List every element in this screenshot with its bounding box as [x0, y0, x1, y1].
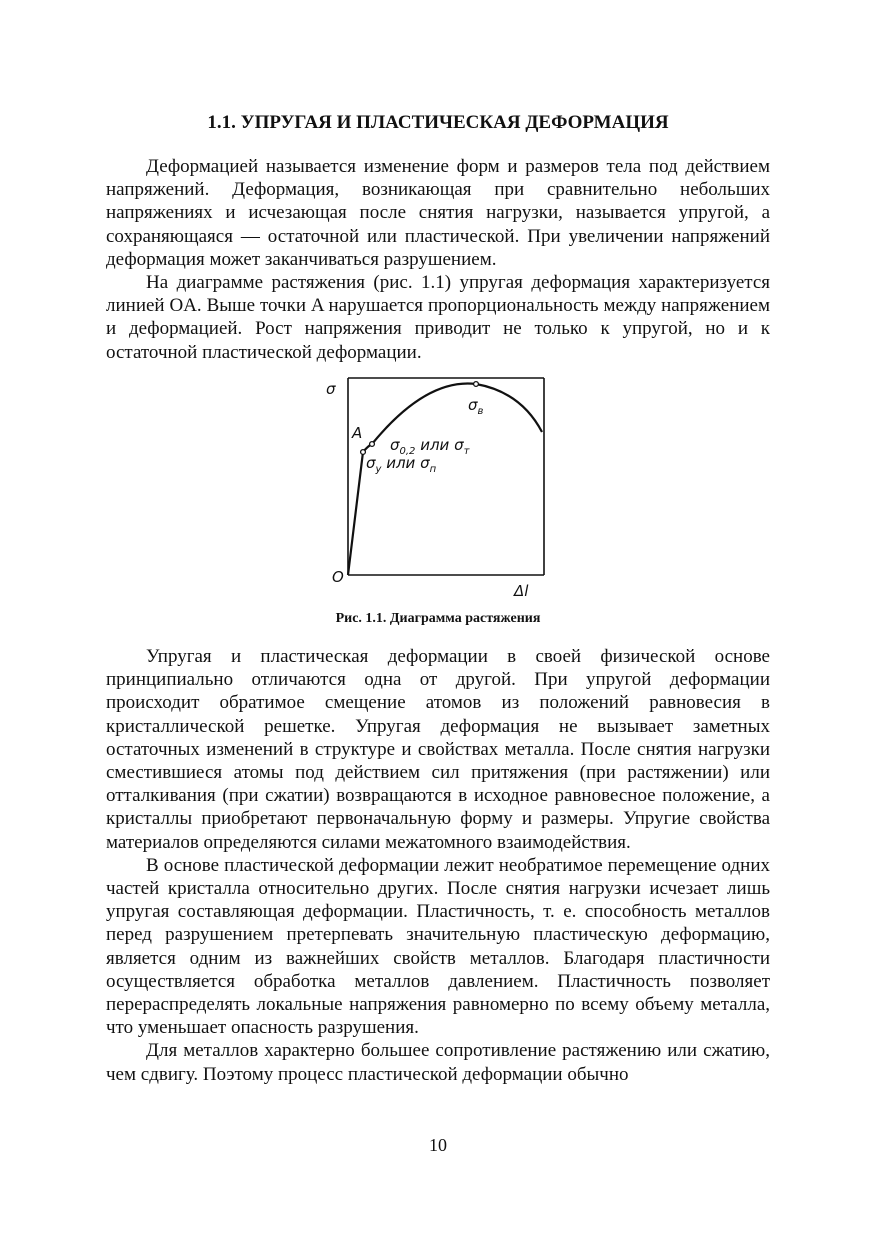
page-number: 10 [429, 1135, 447, 1155]
sigma-02-label: $\sigma_{0,2}$ или $\sigma_т$ [390, 436, 470, 457]
point-a-label: A [352, 424, 363, 442]
figure-caption: Рис. 1.1. Диаграмма растяжения [335, 611, 541, 626]
paragraph: На диаграмме растяжения (рис. 1.1) упругая деформация характеризуется линией OA. Выше точки A нарушается пропорциональность между напряжением и деформацией. Рост напряжения приводит не только к упругой, но и к остаточной пластической деформации. [106, 272, 770, 363]
point-ultimate-marker [474, 382, 479, 387]
sigma-b-label: $\sigma_в$ [468, 396, 484, 417]
paragraph: Упругая и пластическая деформации в своей физической основе принципиально отличаются одна от другой. При упругой деформации происходит обратимое смещение атомов из положений равновесия в кристаллической решетке. Упругая деформация не вызывает заметных остаточных изменений в структуре и свойствах металла. После снятия нагрузки сместившиеся атомы под действием сил притяжения (при растяжении) или отталкивания (при сжатии) возвращаются в исходное равновесное положение, а кристаллы приобретают первоначальную форму и размеры. Упругие свойства материалов определяются силами межатомного взаимодействия. [106, 646, 770, 853]
paragraph: Для металлов характерно большее сопротивление растяжению или сжатию, чем сдвигу. Поэтому процесс пластической деформации обычно [106, 1040, 770, 1085]
tension-diagram-figure [316, 370, 560, 605]
section-title: 1.1. УПРУГАЯ И ПЛАСТИЧЕСКАЯ ДЕФОРМАЦИЯ [207, 112, 669, 133]
text-block-bottom [106, 645, 770, 1086]
stress-strain-curve [348, 384, 542, 576]
origin-label: O [332, 568, 344, 586]
y-axis-label: σ [326, 380, 336, 398]
paragraph: Деформацией называется изменение форм и размеров тела под действием напряжений. Деформация, возникающая при сравнительно небольших напряжениях и исчезающая после снятия нагрузки, называется упругой, а сохраняющаяся — остаточной или пластической. При увеличении напряжений деформация может заканчиваться разрушением. [106, 156, 770, 270]
point-yield-marker [370, 442, 375, 447]
point-a-marker [361, 450, 366, 455]
x-axis-label: Δl [514, 582, 529, 600]
sigma-y-label: $\sigma_у$ или $\sigma_п$ [366, 454, 437, 475]
paragraph: В основе пластической деформации лежит необратимое перемещение одних частей кристалла относительно других. После снятия нагрузки исчезает лишь упругая составляющая деформации. Пластичность, т. е. способность металлов перед разрушением претерпевать значительную пластическую деформацию, является одним из важнейших свойств металлов. Благодаря пластичности осуществляется обработка металлов давлением. Пластичность позволяет перераспределять локальные напряжения равномерно по всему объему металла, что уменьшает опасность разрушения. [106, 854, 770, 1039]
text-block-top [106, 155, 770, 364]
tension-diagram [316, 370, 560, 605]
